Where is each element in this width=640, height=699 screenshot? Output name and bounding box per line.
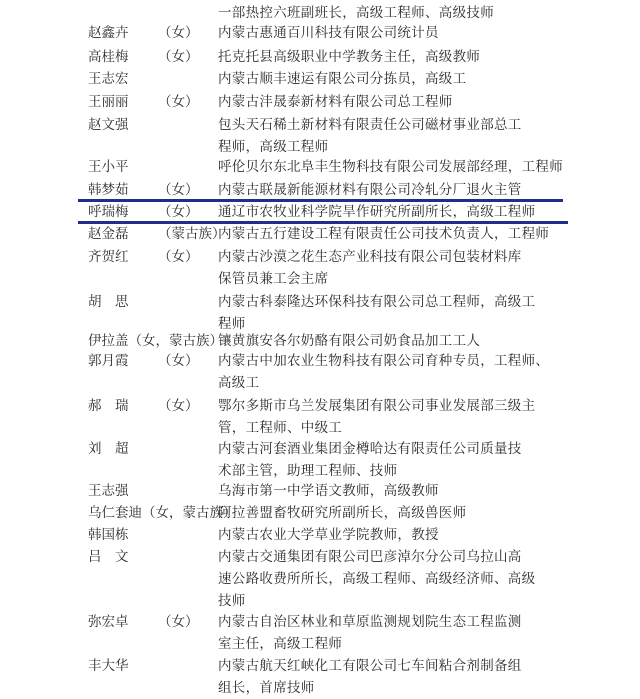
person-name: 郝 瑞: [88, 398, 129, 414]
person-name: 弥宏卓: [88, 614, 129, 630]
person-description: [218, 502, 563, 524]
person-name: 胡 思: [88, 294, 129, 310]
person-name: 赵金磊: [88, 226, 129, 242]
person-description: [218, 395, 563, 439]
description-line: 阿拉善盟畜牧研究所副所长，高级兽医师: [218, 505, 467, 521]
person-name: 郭月霞: [88, 353, 129, 369]
person-name: 刘 超: [88, 441, 129, 457]
person-name: 呼瑞梅: [88, 204, 129, 220]
person-description: [218, 201, 563, 223]
person-description: [218, 546, 563, 612]
person-name: 王志强: [88, 483, 129, 499]
person-name: 乌仁套迪（女，蒙古族）: [88, 505, 237, 521]
description-line: 内蒙古联晟新能源材料有限公司冷轧分厂退火主管: [218, 182, 522, 198]
person-tag: （女）: [158, 182, 199, 198]
person-tag: （女）: [158, 249, 199, 265]
person-description: [218, 655, 563, 699]
description-line: 托克托县高级职业中学教务主任，高级教师: [218, 49, 481, 65]
highlight-line-top: [78, 199, 563, 202]
description-line: 内蒙古沙漠之花生态产业科技有限公司包装材料库: [218, 249, 522, 265]
person-tag: （女）: [158, 49, 199, 65]
person-tag: （女）: [158, 204, 199, 220]
description-line: 一部热控六班副班长，高级工程师、高级技师: [218, 5, 494, 21]
person-description: [218, 246, 563, 290]
description-line: 鄂尔多斯市乌兰发展集团有限公司事业发展部三级主: [218, 398, 536, 414]
description-line: 管，工程师、中级工: [218, 420, 343, 436]
person-description: [218, 156, 563, 178]
description-line: 室主任，高级工程师: [218, 636, 343, 652]
person-tag: （女）: [158, 353, 199, 369]
description-line: 包头天石稀土新材料有限责任公司磁材事业部总工: [218, 117, 522, 133]
person-name: 齐贺红: [88, 249, 129, 265]
description-line: 内蒙古科泰隆达环保科技有限公司总工程师，高级工: [218, 294, 536, 310]
person-name: 赵鑫卉: [88, 25, 129, 41]
person-description: [218, 480, 563, 502]
person-name: 高桂梅: [88, 49, 129, 65]
person-name: 丰大华: [88, 658, 129, 674]
description-line: 呼伦贝尔东北阜丰生物科技有限公司发展部经理，工程师: [218, 159, 563, 175]
person-description: [218, 114, 563, 158]
person-tag: （蒙古族）: [158, 226, 226, 242]
person-description: [218, 179, 563, 201]
person-name: 吕 文: [88, 549, 129, 565]
description-line: 内蒙古五行建设工程有限责任公司技术负责人，工程师: [218, 226, 550, 242]
person-description: [218, 223, 563, 245]
description-line: 内蒙古自治区林业和草原监测规划院生态工程监测: [218, 614, 522, 630]
description-line: 组长，首席技师: [218, 680, 315, 696]
highlight-line-bottom: [78, 221, 568, 224]
person-tag: （女）: [158, 398, 199, 414]
description-line: 乌海市第一中学语文教师，高级教师: [218, 483, 439, 499]
person-description: [218, 22, 563, 44]
person-description: [218, 330, 563, 352]
person-name: 王小平: [88, 159, 129, 175]
description-line: 内蒙古交通集团有限公司巴彦淖尔分公司乌拉山高: [218, 549, 522, 565]
person-description: [218, 350, 563, 394]
person-name: 韩梦茹: [88, 182, 129, 198]
person-description: [218, 524, 563, 546]
person-description: [218, 2, 563, 24]
description-line: 内蒙古惠通百川科技有限公司统计员: [218, 25, 439, 41]
person-description: [218, 46, 563, 68]
description-line: 通辽市农牧业科学院旱作研究所副所长，高级工程师: [218, 204, 536, 220]
person-name: 赵文强: [88, 117, 129, 133]
person-description: [218, 438, 563, 482]
person-tag: （女）: [158, 94, 199, 110]
person-description: [218, 91, 563, 113]
description-line: 内蒙古农业大学草业学院教师，教授: [218, 527, 439, 543]
person-tag: （女）: [158, 25, 199, 41]
description-line: 术部主管，助理工程师、技师: [218, 463, 398, 479]
person-name: 王丽丽: [88, 94, 129, 110]
person-description: [218, 68, 563, 90]
description-line: 高级工: [218, 375, 260, 391]
person-name: 伊拉盖（女，蒙古族）: [88, 333, 223, 349]
description-line: 技师: [218, 593, 246, 609]
description-line: 镶黄旗安各尔奶酪有限公司奶食品加工工人: [218, 333, 481, 349]
description-line: 内蒙古中加农业生物科技有限公司育种专员，工程师、: [218, 353, 550, 369]
description-line: 内蒙古顺丰速运有限公司分拣员，高级工: [218, 71, 467, 87]
person-name: 韩国栋: [88, 527, 129, 543]
description-line: 速公路收费所所长，高级工程师、高级经济师、高级: [218, 571, 536, 587]
person-tag: （女）: [158, 614, 199, 630]
description-line: 保管员兼工会主席: [218, 271, 329, 287]
description-line: 内蒙古河套酒业集团金樽哈达有限责任公司质量技: [218, 441, 522, 457]
person-name: 王志宏: [88, 71, 129, 87]
description-line: 程师，高级工程师: [218, 139, 329, 155]
description-line: 程师: [218, 316, 246, 332]
person-description: [218, 291, 563, 335]
description-line: 内蒙古航天红峡化工有限公司七车间粘合剂制备组: [218, 658, 522, 674]
description-line: 内蒙古沣晟泰新材料有限公司总工程师: [218, 94, 453, 110]
person-description: [218, 611, 563, 655]
